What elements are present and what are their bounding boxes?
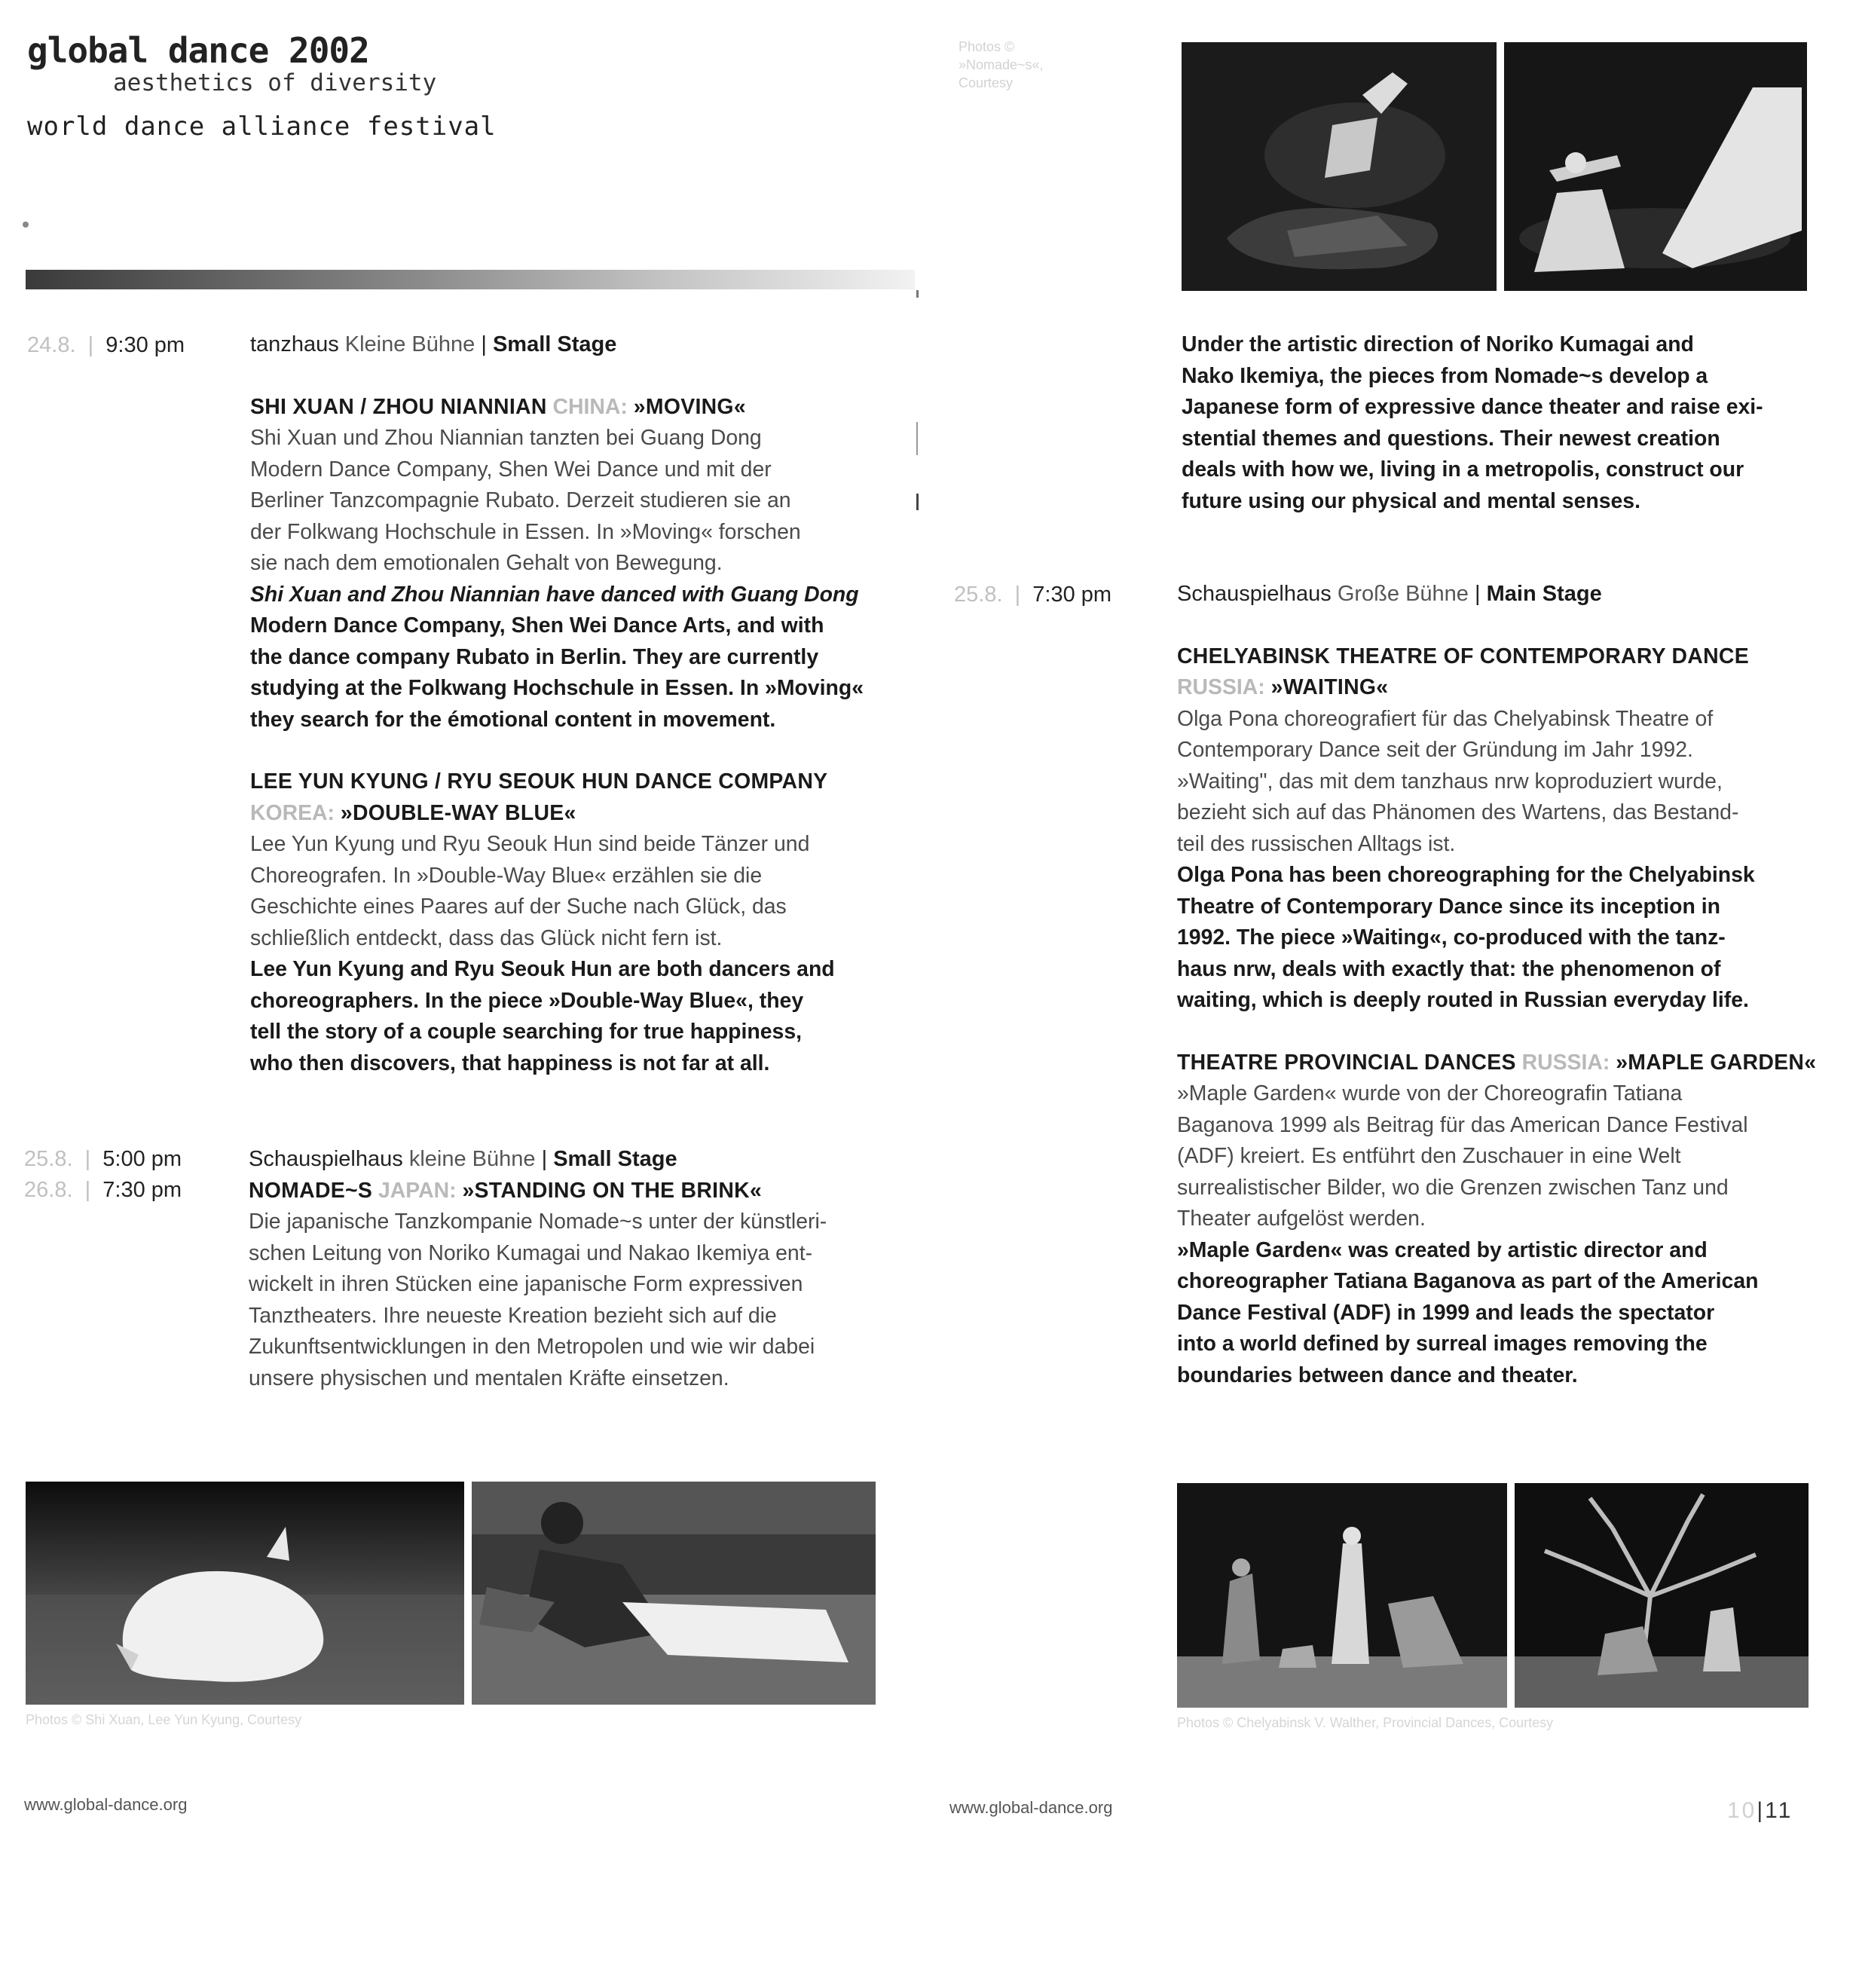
event3-block	[1177, 579, 1825, 1391]
german-text: schließlich entdeckt, dass das Glück nicht fern ist.	[250, 925, 723, 950]
piece-heading	[1177, 672, 1825, 704]
german-text: schen Leitung von Noriko Kumagai und Nakao Ikemiya ent-	[249, 1240, 813, 1265]
german-text: Die japanische Tanzkompanie Nomade~s unter der künstleri-	[249, 1210, 827, 1234]
english-text: haus nrw, deals with exactly that: the phenomenon of	[1177, 956, 1721, 981]
event1-date-time	[27, 333, 185, 358]
german-text: wickelt in ihren Stücken eine japanische Form expressiven	[249, 1272, 803, 1296]
english-text: stential themes and questions. Their newest creation	[1182, 426, 1720, 451]
german-text: sie nach dem emotionalen Gehalt von Bewegung.	[250, 551, 723, 575]
gutter-mark	[916, 422, 918, 455]
photo-nomade-1-image	[1182, 42, 1497, 291]
event3-date: 25.8.	[954, 583, 1003, 607]
piece-country: CHINA:	[552, 394, 628, 419]
photo-caption-bottom: Photos © Chelyabinsk V. Walther, Provincial Dances, Courtesy	[1177, 1715, 1554, 1730]
english-text: 1992. The piece »Waiting«, co-produced with the tanz-	[1177, 925, 1726, 950]
photo-nomade-2	[1504, 42, 1807, 291]
piece-country: JAPAN:	[378, 1178, 457, 1203]
page-number-value: 11	[1765, 1798, 1793, 1823]
venue-name: Schauspielhaus	[1177, 582, 1332, 606]
event3-time: 7:30 pm	[1032, 583, 1112, 607]
photo-shi-xuan	[26, 1482, 464, 1705]
english-text: Dance Festival (ADF) in 1999 and leads the spectator	[1177, 1300, 1715, 1325]
page-number	[1727, 1798, 1793, 1824]
piece-title: LEE YUN KYUNG / RYU SEOUK HUN DANCE COMPANY	[250, 769, 828, 794]
page-number-sep: |	[1757, 1798, 1766, 1823]
photo-nomade-2-image	[1504, 42, 1807, 291]
german-text: Choreografen. In »Double-Way Blue« erzählen sie die	[250, 863, 763, 888]
german-text: Theater aufgelöst werden.	[1177, 1207, 1426, 1231]
english-text: choreographers. In the piece »Double-Way Blue«, they	[250, 988, 804, 1013]
english-text: »Maple Garden« was created by artistic director and	[1177, 1237, 1708, 1262]
speck-mark	[23, 222, 29, 228]
header-gradient-bar	[26, 270, 915, 289]
photo-maple-garden	[1515, 1483, 1809, 1708]
date-separator: |	[78, 1147, 97, 1171]
venue-name: Schauspielhaus	[249, 1147, 403, 1171]
piece-work: »STANDING ON THE BRINK«	[462, 1178, 763, 1203]
english-text: Theatre of Contemporary Dance since its inception in	[1177, 894, 1720, 919]
photo-maple-garden-image	[1515, 1483, 1809, 1708]
event2-venue	[249, 1144, 904, 1176]
german-text: Shi Xuan und Zhou Niannian tanzten bei Guang Dong	[250, 426, 762, 450]
piece-country: RUSSIA:	[1521, 1050, 1610, 1075]
nomade-english-block	[1182, 329, 1815, 517]
piece-work: »MOVING«	[633, 394, 746, 419]
english-text: waiting, which is deeply routed in Russian everyday life.	[1177, 988, 1749, 1012]
photo-lee-yun-kyung	[472, 1482, 876, 1705]
brochure-title: global dance 2002	[27, 30, 369, 71]
german-text: unsere physischen und mentalen Kräfte einsetzen.	[249, 1366, 729, 1390]
piece-heading	[250, 766, 898, 798]
event3-date-time	[954, 583, 1111, 607]
caption-line: »Nomade~s«,	[959, 57, 1044, 72]
venue-de: Kleine Bühne	[344, 332, 475, 356]
piece-heading	[1177, 641, 1825, 673]
photo-lee-yun-kyung-image	[472, 1482, 876, 1705]
english-text: Lee Yun Kyung and Ryu Seouk Hun are both dancers and	[250, 957, 835, 981]
german-text: Modern Dance Company, Shen Wei Dance und mit der	[250, 457, 772, 482]
piece-heading	[250, 798, 898, 830]
piece-work: »WAITING«	[1270, 675, 1389, 699]
piece-heading	[250, 392, 898, 424]
page-number-dim: 10	[1727, 1798, 1757, 1823]
piece-work: »MAPLE GARDEN«	[1616, 1050, 1817, 1075]
event1-date: 24.8.	[27, 333, 76, 357]
photo-shi-xuan-image	[26, 1482, 464, 1705]
english-text: the dance company Rubato in Berlin. They are currently	[250, 644, 819, 669]
event2-date-time-1	[24, 1147, 182, 1172]
piece-title: CHELYABINSK THEATRE OF CONTEMPORARY DANCE	[1177, 644, 1749, 668]
german-text: »Maple Garden« wurde von der Choreografin Tatiana	[1177, 1081, 1683, 1106]
german-text: Lee Yun Kyung und Ryu Seouk Hun sind beide Tänzer und	[250, 832, 810, 856]
venue-en: Small Stage	[553, 1147, 677, 1171]
english-text: they search for the émotional content in movement.	[250, 707, 776, 732]
photo-chelyabinsk-image	[1177, 1483, 1507, 1708]
german-text: Tanztheaters. Ihre neueste Kreation bezieht sich auf die	[249, 1303, 777, 1328]
venue-en: Main Stage	[1486, 582, 1602, 606]
event2-date2: 26.8.	[24, 1178, 73, 1202]
german-text: der Folkwang Hochschule in Essen. In »Moving« forschen	[250, 519, 801, 544]
english-text: studying at the Folkwang Hochschule in Essen. In »Moving«	[250, 676, 864, 700]
english-text: deals with how we, living in a metropolis, construct our	[1182, 457, 1744, 482]
event1-venue	[250, 329, 898, 361]
festival-name: world dance alliance festival	[27, 112, 497, 142]
brochure-subtitle: aesthetics of diversity	[113, 69, 437, 96]
german-text: teil des russischen Alltags ist.	[1177, 831, 1456, 856]
event2-block	[249, 1144, 904, 1394]
event2-time2: 7:30 pm	[102, 1178, 182, 1202]
photo-nomade-1	[1182, 42, 1497, 291]
german-text: Geschichte eines Paares auf der Suche nach Glück, das	[250, 895, 787, 919]
venue-en: Small Stage	[492, 332, 617, 356]
venue-de: Große Bühne	[1337, 582, 1469, 606]
caption-line: Photos ©	[959, 39, 1015, 54]
german-text: »Waiting", das mit dem tanzhaus nrw koproduziert wurde,	[1177, 769, 1723, 794]
caption-line: Courtesy	[959, 75, 1014, 90]
english-text: Japanese form of expressive dance theater and raise exi-	[1182, 395, 1763, 419]
event2-time1: 5:00 pm	[102, 1147, 182, 1171]
venue-sep: |	[481, 332, 487, 356]
date-separator: |	[78, 1178, 97, 1202]
piece-title: THEATRE PROVINCIAL DANCES	[1177, 1050, 1516, 1075]
german-text: Olga Pona choreografiert für das Chelyabinsk Theatre of	[1177, 706, 1714, 731]
english-text: who then discovers, that happiness is not far at all.	[250, 1051, 770, 1075]
english-text: Olga Pona has been choreographing for the Chelyabinsk	[1177, 863, 1755, 887]
english-text: Nako Ikemiya, the pieces from Nomade~s develop a	[1182, 363, 1708, 388]
photo-chelyabinsk	[1177, 1483, 1507, 1708]
venue-name: tanzhaus	[250, 332, 339, 356]
english-text: into a world defined by surreal images removing the	[1177, 1332, 1708, 1356]
german-text: Baganova 1999 als Beitrag für das American Dance Festival	[1177, 1112, 1748, 1137]
english-text: Under the artistic direction of Noriko Kumagai and	[1182, 332, 1694, 356]
piece-work: »DOUBLE-WAY BLUE«	[340, 800, 576, 825]
english-text: choreographer Tatiana Baganova as part of the American	[1177, 1269, 1759, 1293]
venue-sep: |	[1475, 582, 1481, 606]
piece-title: SHI XUAN / ZHOU NIANNIAN	[250, 394, 547, 419]
footer-url-right[interactable]: www.global-dance.org	[949, 1798, 1113, 1817]
english-text: boundaries between dance and theater.	[1177, 1363, 1578, 1387]
venue-sep: |	[541, 1147, 548, 1171]
english-text: future using our physical and mental senses.	[1182, 488, 1640, 513]
piece-title: NOMADE~S	[249, 1178, 373, 1203]
english-text: Modern Dance Company, Shen Wei Dance Arts, and with	[250, 613, 824, 638]
date-separator: |	[1008, 583, 1027, 607]
event2-date-time-2	[24, 1178, 182, 1203]
event3-venue	[1177, 579, 1825, 610]
german-text: surrealistischer Bilder, wo die Grenzen zwischen Tanz und	[1177, 1175, 1729, 1200]
piece-country: RUSSIA:	[1177, 675, 1265, 699]
photo-caption-top	[959, 38, 1044, 92]
event1-block	[250, 329, 898, 1079]
german-text: (ADF) kreiert. Es entführt den Zuschauer in eine Welt	[1177, 1144, 1681, 1168]
english-text: Shi Xuan and Zhou Niannian have danced with Guang Dong	[250, 582, 859, 607]
english-text: tell the story of a couple searching for true happiness,	[250, 1020, 803, 1044]
photo-caption: Photos © Shi Xuan, Lee Yun Kyung, Courtesy	[26, 1712, 302, 1727]
venue-de: kleine Bühne	[408, 1147, 536, 1171]
event1-time: 9:30 pm	[105, 333, 185, 357]
piece-heading	[249, 1176, 904, 1207]
gutter-mark	[916, 494, 919, 510]
german-text: bezieht sich auf das Phänomen des Wartens, das Bestand-	[1177, 800, 1739, 824]
piece-country: KOREA:	[250, 800, 335, 825]
german-text: Berliner Tanzcompagnie Rubato. Derzeit studieren sie an	[250, 488, 791, 512]
german-text: Zukunftsentwicklungen in den Metropolen und wie wir dabei	[249, 1335, 815, 1359]
date-separator: |	[81, 333, 100, 357]
piece-heading	[1177, 1048, 1825, 1079]
german-text: Contemporary Dance seit der Gründung im Jahr 1992.	[1177, 738, 1693, 762]
event2-date1: 25.8.	[24, 1147, 73, 1171]
gutter-mark	[916, 290, 919, 298]
footer-url[interactable]: www.global-dance.org	[24, 1795, 188, 1814]
